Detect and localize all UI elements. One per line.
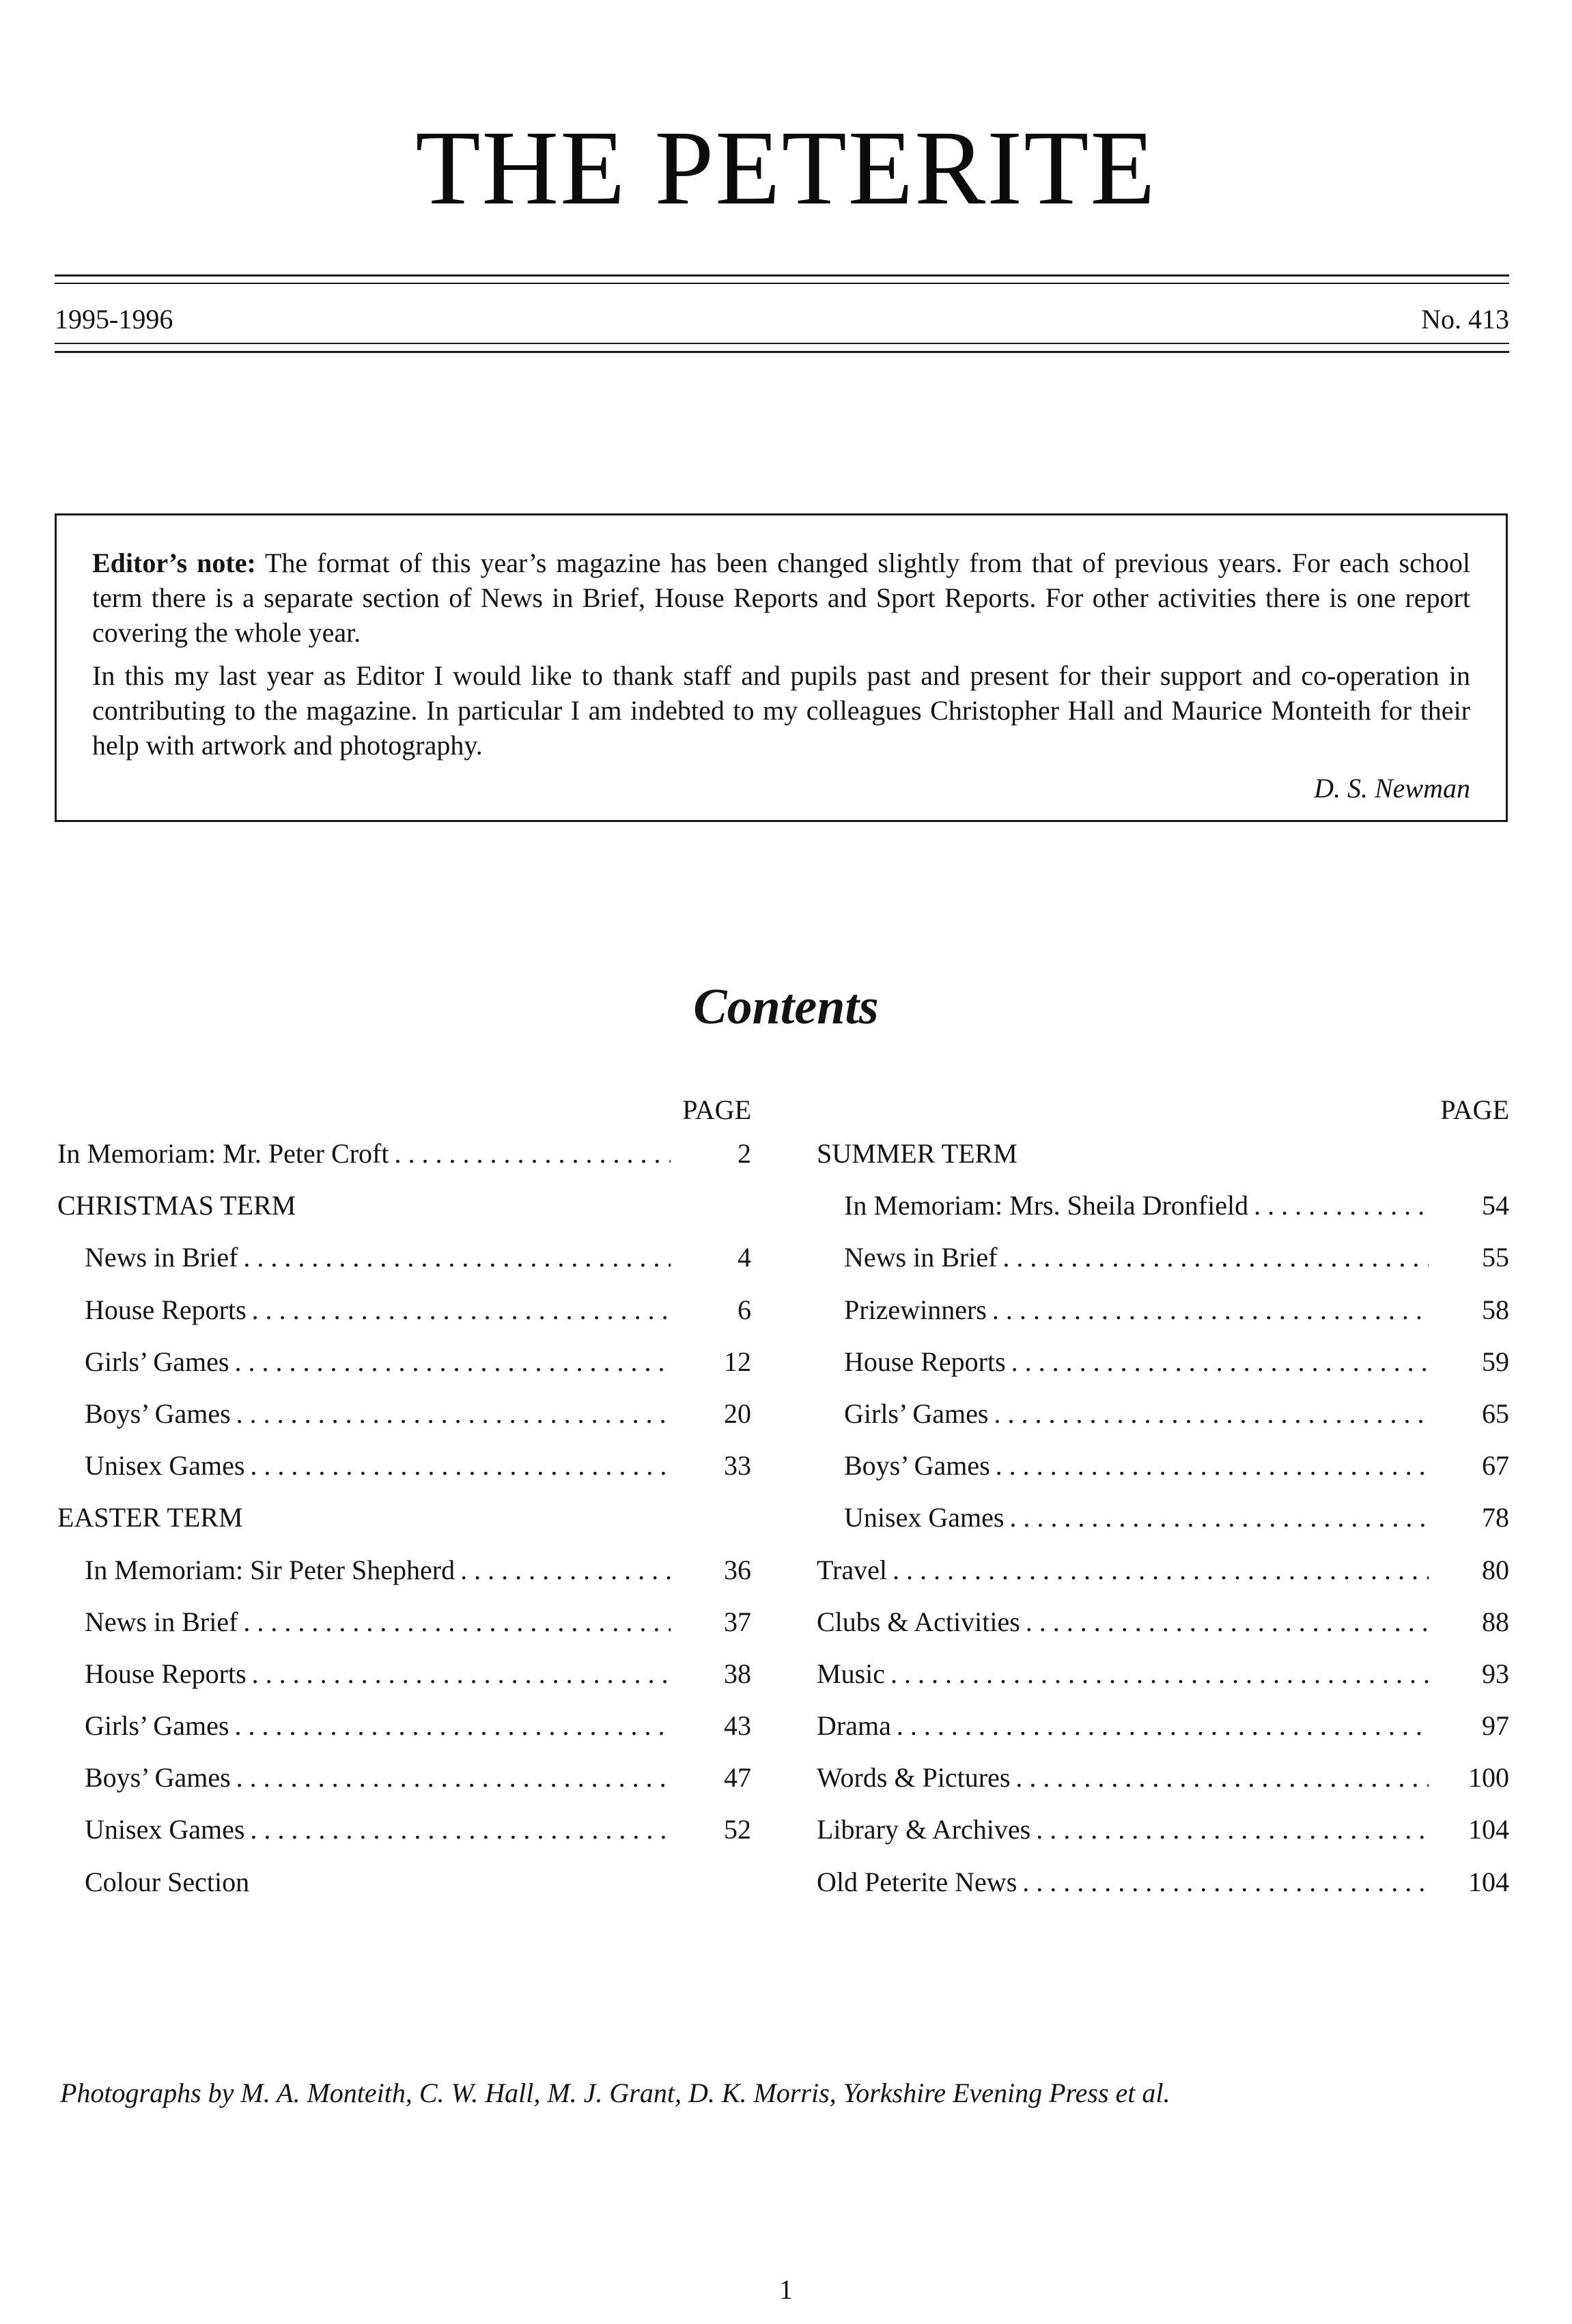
contents-entry — [817, 1752, 1509, 1804]
contents-entry — [57, 1596, 751, 1648]
contents-entry-page: 2 — [738, 1138, 751, 1169]
contents-entry — [57, 1388, 751, 1440]
contents-leader-dots — [996, 1440, 1429, 1492]
photo-credits: Photographs by M. A. Monteith, C. W. Hall, M. J. Grant, D. K. Morris, Yorkshire Evening Press et al. — [60, 2078, 1170, 2108]
contents-entry-label: Drama — [817, 1710, 891, 1742]
header-top-rule-inner — [55, 283, 1509, 284]
contents-entry-page: 52 — [724, 1814, 751, 1845]
issue-number: No. 413 — [1421, 304, 1509, 335]
contents-entry — [817, 1232, 1509, 1284]
contents-leader-dots — [236, 1388, 671, 1440]
page-column-label-left: PAGE — [682, 1094, 751, 1125]
contents-entry-page: 55 — [1482, 1242, 1509, 1273]
contents-entry-label: House Reports — [85, 1658, 247, 1689]
header-meta — [55, 299, 1509, 340]
contents-entry — [817, 1336, 1509, 1388]
contents-entry — [57, 1440, 751, 1492]
contents-entry-label: Boys’ Games — [85, 1398, 231, 1429]
contents-right-list — [817, 1128, 1509, 1908]
contents-entry-label: SUMMER TERM — [817, 1138, 1017, 1169]
contents-entry-label: Unisex Games — [844, 1502, 1005, 1533]
contents-leader-dots — [1015, 1752, 1429, 1804]
issue-years: 1995-1996 — [55, 304, 173, 335]
contents-entry-page: 59 — [1482, 1346, 1509, 1377]
contents-entry — [57, 1752, 751, 1804]
contents-entry — [57, 1648, 751, 1700]
contents-entry — [817, 1596, 1509, 1648]
contents-section-heading — [817, 1128, 1509, 1180]
editor-note-box — [55, 513, 1508, 822]
contents-entry-label: Girls’ Games — [85, 1346, 229, 1377]
contents-leader-dots — [1026, 1596, 1429, 1648]
contents-leader-dots — [234, 1336, 671, 1388]
contents-entry-page: 38 — [724, 1658, 751, 1689]
contents-entry-label: In Memoriam: Mrs. Sheila Dronfield — [844, 1190, 1249, 1221]
editor-note-text-1: The format of this year’s magazine has been changed slightly from that of previous years. For each school term there is a separate section of News in Brief, House Reports and Sport Reports. For other activities there is one report covering the whole year. — [92, 548, 1470, 648]
contents-entry — [817, 1648, 1509, 1700]
contents-leader-dots — [243, 1596, 671, 1648]
contents-entry-page: 65 — [1482, 1398, 1509, 1429]
contents-left-column — [57, 1092, 751, 1908]
contents-entry-page: 54 — [1482, 1190, 1509, 1221]
contents-entry-label: Travel — [817, 1554, 887, 1585]
contents-entry-label: Prizewinners — [844, 1294, 987, 1325]
contents-entry-page: 97 — [1482, 1710, 1509, 1742]
contents-leader-dots — [236, 1752, 671, 1804]
contents-entry-label: News in Brief — [844, 1242, 998, 1273]
header-top-rule — [55, 274, 1509, 277]
contents-leader-dots — [1254, 1180, 1429, 1232]
contents-leader-dots — [460, 1544, 671, 1596]
contents-entry-page: 80 — [1482, 1554, 1509, 1585]
contents-entry — [57, 1128, 751, 1180]
header-bottom-rule-inner — [55, 343, 1509, 344]
contents-right-column — [817, 1092, 1509, 1908]
contents-leader-dots — [394, 1128, 671, 1180]
contents-entry-page: 104 — [1468, 1814, 1509, 1845]
contents-entry — [817, 1388, 1509, 1440]
contents-entry — [57, 1336, 751, 1388]
contents-entry-page: 67 — [1482, 1450, 1509, 1482]
contents-entry — [57, 1544, 751, 1596]
contents-entry-page: 88 — [1482, 1606, 1509, 1637]
contents-entry — [57, 1856, 751, 1908]
contents-entry-label: News in Brief — [85, 1606, 238, 1637]
contents-entry-label: Boys’ Games — [844, 1450, 990, 1482]
contents-entry-label: Unisex Games — [85, 1814, 245, 1845]
page-number: 1 — [779, 2274, 793, 2305]
contents-entry-page: 100 — [1468, 1762, 1509, 1794]
contents-entry-label: In Memoriam: Mr. Peter Croft — [57, 1138, 389, 1169]
contents-entry-label: Old Peterite News — [817, 1866, 1017, 1897]
contents-entry-label: EASTER TERM — [57, 1502, 243, 1533]
contents-entry — [817, 1804, 1509, 1856]
contents-entry-page: 58 — [1482, 1294, 1509, 1325]
contents-leader-dots — [893, 1544, 1429, 1596]
contents-entry-page: 36 — [724, 1554, 751, 1585]
contents-entry-page: 78 — [1482, 1502, 1509, 1533]
editor-signature: D. S. Newman — [1314, 773, 1470, 804]
contents-entry — [817, 1180, 1509, 1232]
contents-entry — [57, 1700, 751, 1752]
contents-entry-label: Unisex Games — [85, 1450, 245, 1482]
contents-leader-dots — [992, 1284, 1429, 1336]
contents-leader-dots — [1036, 1804, 1429, 1856]
contents-leader-dots — [897, 1700, 1429, 1752]
contents-entry-label: Boys’ Games — [85, 1762, 231, 1794]
contents-entry-label: Music — [817, 1658, 885, 1689]
editor-note-paragraph-2: In this my last year as Editor I would like to thank staff and pupils past and present for their support and co-operation in contributing to the magazine. In particular I am indebted to my colleagues Christopher Hall and Maurice Monteith for their help with artwork and photography. — [92, 660, 1470, 761]
contents-entry — [817, 1700, 1509, 1752]
contents-entry — [817, 1544, 1509, 1596]
contents-entry-label: CHRISTMAS TERM — [57, 1190, 296, 1221]
contents-leader-dots — [994, 1388, 1429, 1440]
contents-leader-dots — [1022, 1856, 1429, 1908]
contents-entry-page: 20 — [724, 1398, 751, 1429]
contents-entry-label: Girls’ Games — [844, 1398, 989, 1429]
contents-entry — [57, 1232, 751, 1284]
contents-entry-page: 4 — [738, 1242, 751, 1273]
contents-leader-dots — [252, 1284, 671, 1336]
page-column-label-right: PAGE — [1440, 1094, 1509, 1125]
contents-leader-dots — [890, 1648, 1429, 1700]
contents-entry-page: 47 — [724, 1762, 751, 1794]
contents-leader-dots — [250, 1440, 671, 1492]
contents-heading: Contents — [693, 979, 879, 1035]
page-title: THE PETERITE — [415, 109, 1157, 227]
contents-entry-page: 93 — [1482, 1658, 1509, 1689]
contents-leader-dots — [1011, 1336, 1429, 1388]
contents-entry — [57, 1804, 751, 1856]
contents-entry-label: Colour Section — [85, 1866, 250, 1897]
contents-entry-label: Girls’ Games — [85, 1710, 229, 1742]
header-bottom-rule — [55, 351, 1509, 353]
contents-entry-label: Library & Archives — [817, 1814, 1031, 1845]
contents-entry-page: 33 — [724, 1450, 751, 1482]
contents-entry-label: In Memoriam: Sir Peter Shepherd — [85, 1554, 455, 1585]
contents-entry-page: 43 — [724, 1710, 751, 1742]
contents-entry — [817, 1440, 1509, 1492]
contents-entry — [817, 1284, 1509, 1336]
contents-entry-label: News in Brief — [85, 1242, 238, 1273]
contents-leader-dots — [243, 1232, 671, 1284]
contents-entry-label: Clubs & Activities — [817, 1606, 1020, 1637]
contents-entry-page: 104 — [1468, 1866, 1509, 1897]
contents-leader-dots — [1002, 1232, 1429, 1284]
contents-left-list — [57, 1128, 751, 1908]
contents-entry-page: 12 — [724, 1346, 751, 1377]
editor-note-paragraph-1 — [92, 545, 1470, 650]
contents-entry — [57, 1284, 751, 1336]
contents-entry-page: 6 — [738, 1294, 751, 1325]
contents-entry — [817, 1492, 1509, 1544]
contents-leader-dots — [252, 1648, 671, 1700]
contents-entry-label: Words & Pictures — [817, 1762, 1011, 1794]
contents-section-heading — [57, 1492, 751, 1544]
contents-leader-dots — [1009, 1492, 1429, 1544]
contents-leader-dots — [250, 1804, 671, 1856]
editor-note-label: Editor’s note: — [92, 548, 256, 578]
contents-entry — [817, 1856, 1509, 1908]
contents-leader-dots — [234, 1700, 671, 1752]
contents-section-heading — [57, 1180, 751, 1232]
contents-entry-label: House Reports — [844, 1346, 1006, 1377]
contents-entry-page: 37 — [724, 1606, 751, 1637]
contents-entry-label: House Reports — [85, 1294, 247, 1325]
